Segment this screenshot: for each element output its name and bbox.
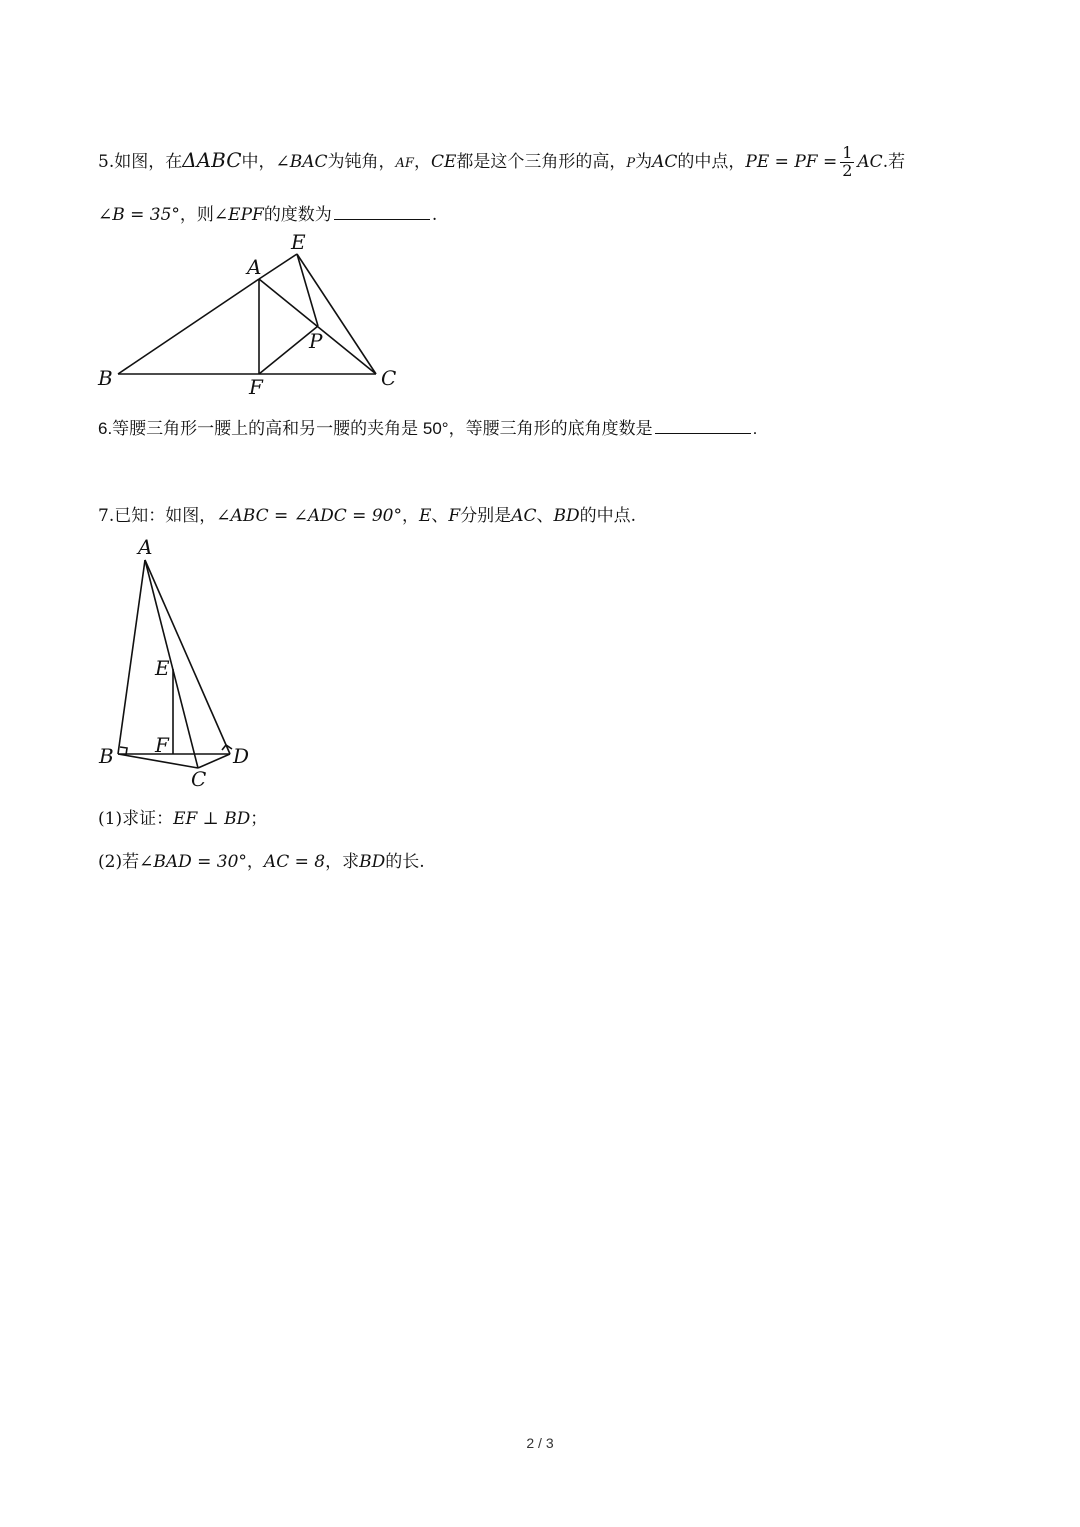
q7-text: 、 — [431, 506, 449, 526]
q5-text: 的中点， — [677, 151, 746, 172]
q6-line — [98, 414, 757, 439]
q7-text: 7.已知：如图， — [98, 506, 217, 526]
fraction-numerator: 1 — [842, 143, 853, 162]
label-f7: F — [155, 733, 169, 757]
page-number: 2 / 3 — [526, 1435, 554, 1451]
part2-bd: BD — [359, 852, 386, 872]
part2-text: ，求 — [325, 852, 360, 872]
part1-text: ； — [250, 809, 268, 829]
q5-ac2: AC — [857, 151, 883, 172]
q5-ac: AC — [652, 151, 678, 172]
q7-text: 的中点. — [579, 506, 637, 526]
q7-text: ， — [401, 506, 419, 526]
q5-text: . — [431, 205, 438, 225]
part2-expr1: ∠BAD = 30° — [139, 852, 247, 872]
q5-text: 为钝角， — [327, 151, 396, 172]
q6-text: 6.等腰三角形一腰上的高和另一腰的夹角是 50°，等腰三角形的底角度数是 — [98, 419, 653, 438]
q5-text: .若 — [882, 151, 906, 172]
label-e: E — [291, 230, 306, 254]
part2-text: (2)若 — [98, 852, 140, 872]
segment-ba — [118, 279, 259, 374]
q7-ac: AC — [511, 506, 537, 526]
label-a7: A — [138, 535, 153, 559]
segment-ae — [259, 254, 297, 279]
q5-angle-epf: ∠EPF — [213, 205, 264, 225]
label-p: P — [309, 329, 323, 353]
fraction-denominator: 2 — [842, 160, 853, 180]
segment-ab — [118, 560, 145, 754]
q7-text: 、 — [536, 506, 554, 526]
answer-blank[interactable] — [655, 417, 751, 434]
q5-p: P — [626, 155, 636, 171]
label-d7: D — [233, 744, 250, 768]
q7-f: F — [448, 506, 461, 526]
q5-text: 为 — [635, 151, 653, 172]
part2-text: 的长. — [385, 852, 425, 872]
figure-7 — [118, 560, 232, 768]
part2-text: ， — [246, 852, 264, 872]
q7-part2 — [98, 847, 425, 872]
q5-angle-b: ∠B = 35° — [98, 205, 180, 225]
q5-pe-pf: PE = PF = — [745, 151, 838, 172]
q7-part1 — [98, 804, 267, 829]
part1-text: (1)求证： — [98, 809, 174, 829]
q5-triangle: ΔABC — [182, 147, 242, 172]
q5-af: AF — [395, 155, 414, 171]
q7-angles: ∠ABC = ∠ADC = 90° — [216, 506, 402, 526]
segment-cd — [198, 754, 230, 768]
label-e7: E — [155, 656, 170, 680]
q5-text: 的度数为 — [263, 205, 332, 225]
label-c7: C — [191, 767, 207, 791]
q5-text: 都是这个三角形的高， — [456, 151, 627, 172]
label-a: A — [247, 255, 262, 279]
q5-text: 中， — [241, 151, 276, 172]
q5-text: 5.如图，在 — [98, 151, 183, 172]
q6-text: . — [752, 419, 758, 438]
q5-ce: CE — [430, 151, 457, 172]
segment-ec — [297, 254, 376, 374]
q7-line — [98, 501, 636, 526]
q5-text: ， — [413, 151, 431, 172]
q7-bd: BD — [553, 506, 580, 526]
q5-angle-bac: ∠BAC — [275, 151, 328, 172]
label-f: F — [249, 375, 263, 399]
part1-expr: EF ⊥ BD — [173, 809, 251, 829]
q7-text: 分别是 — [460, 506, 512, 526]
label-b7: B — [99, 744, 114, 768]
label-b: B — [98, 366, 113, 390]
q7-e: E — [418, 506, 432, 526]
q5-text: ，则 — [179, 205, 214, 225]
part2-expr2: AC = 8 — [263, 852, 326, 872]
label-c: C — [381, 366, 397, 390]
segment-ep — [297, 254, 318, 326]
